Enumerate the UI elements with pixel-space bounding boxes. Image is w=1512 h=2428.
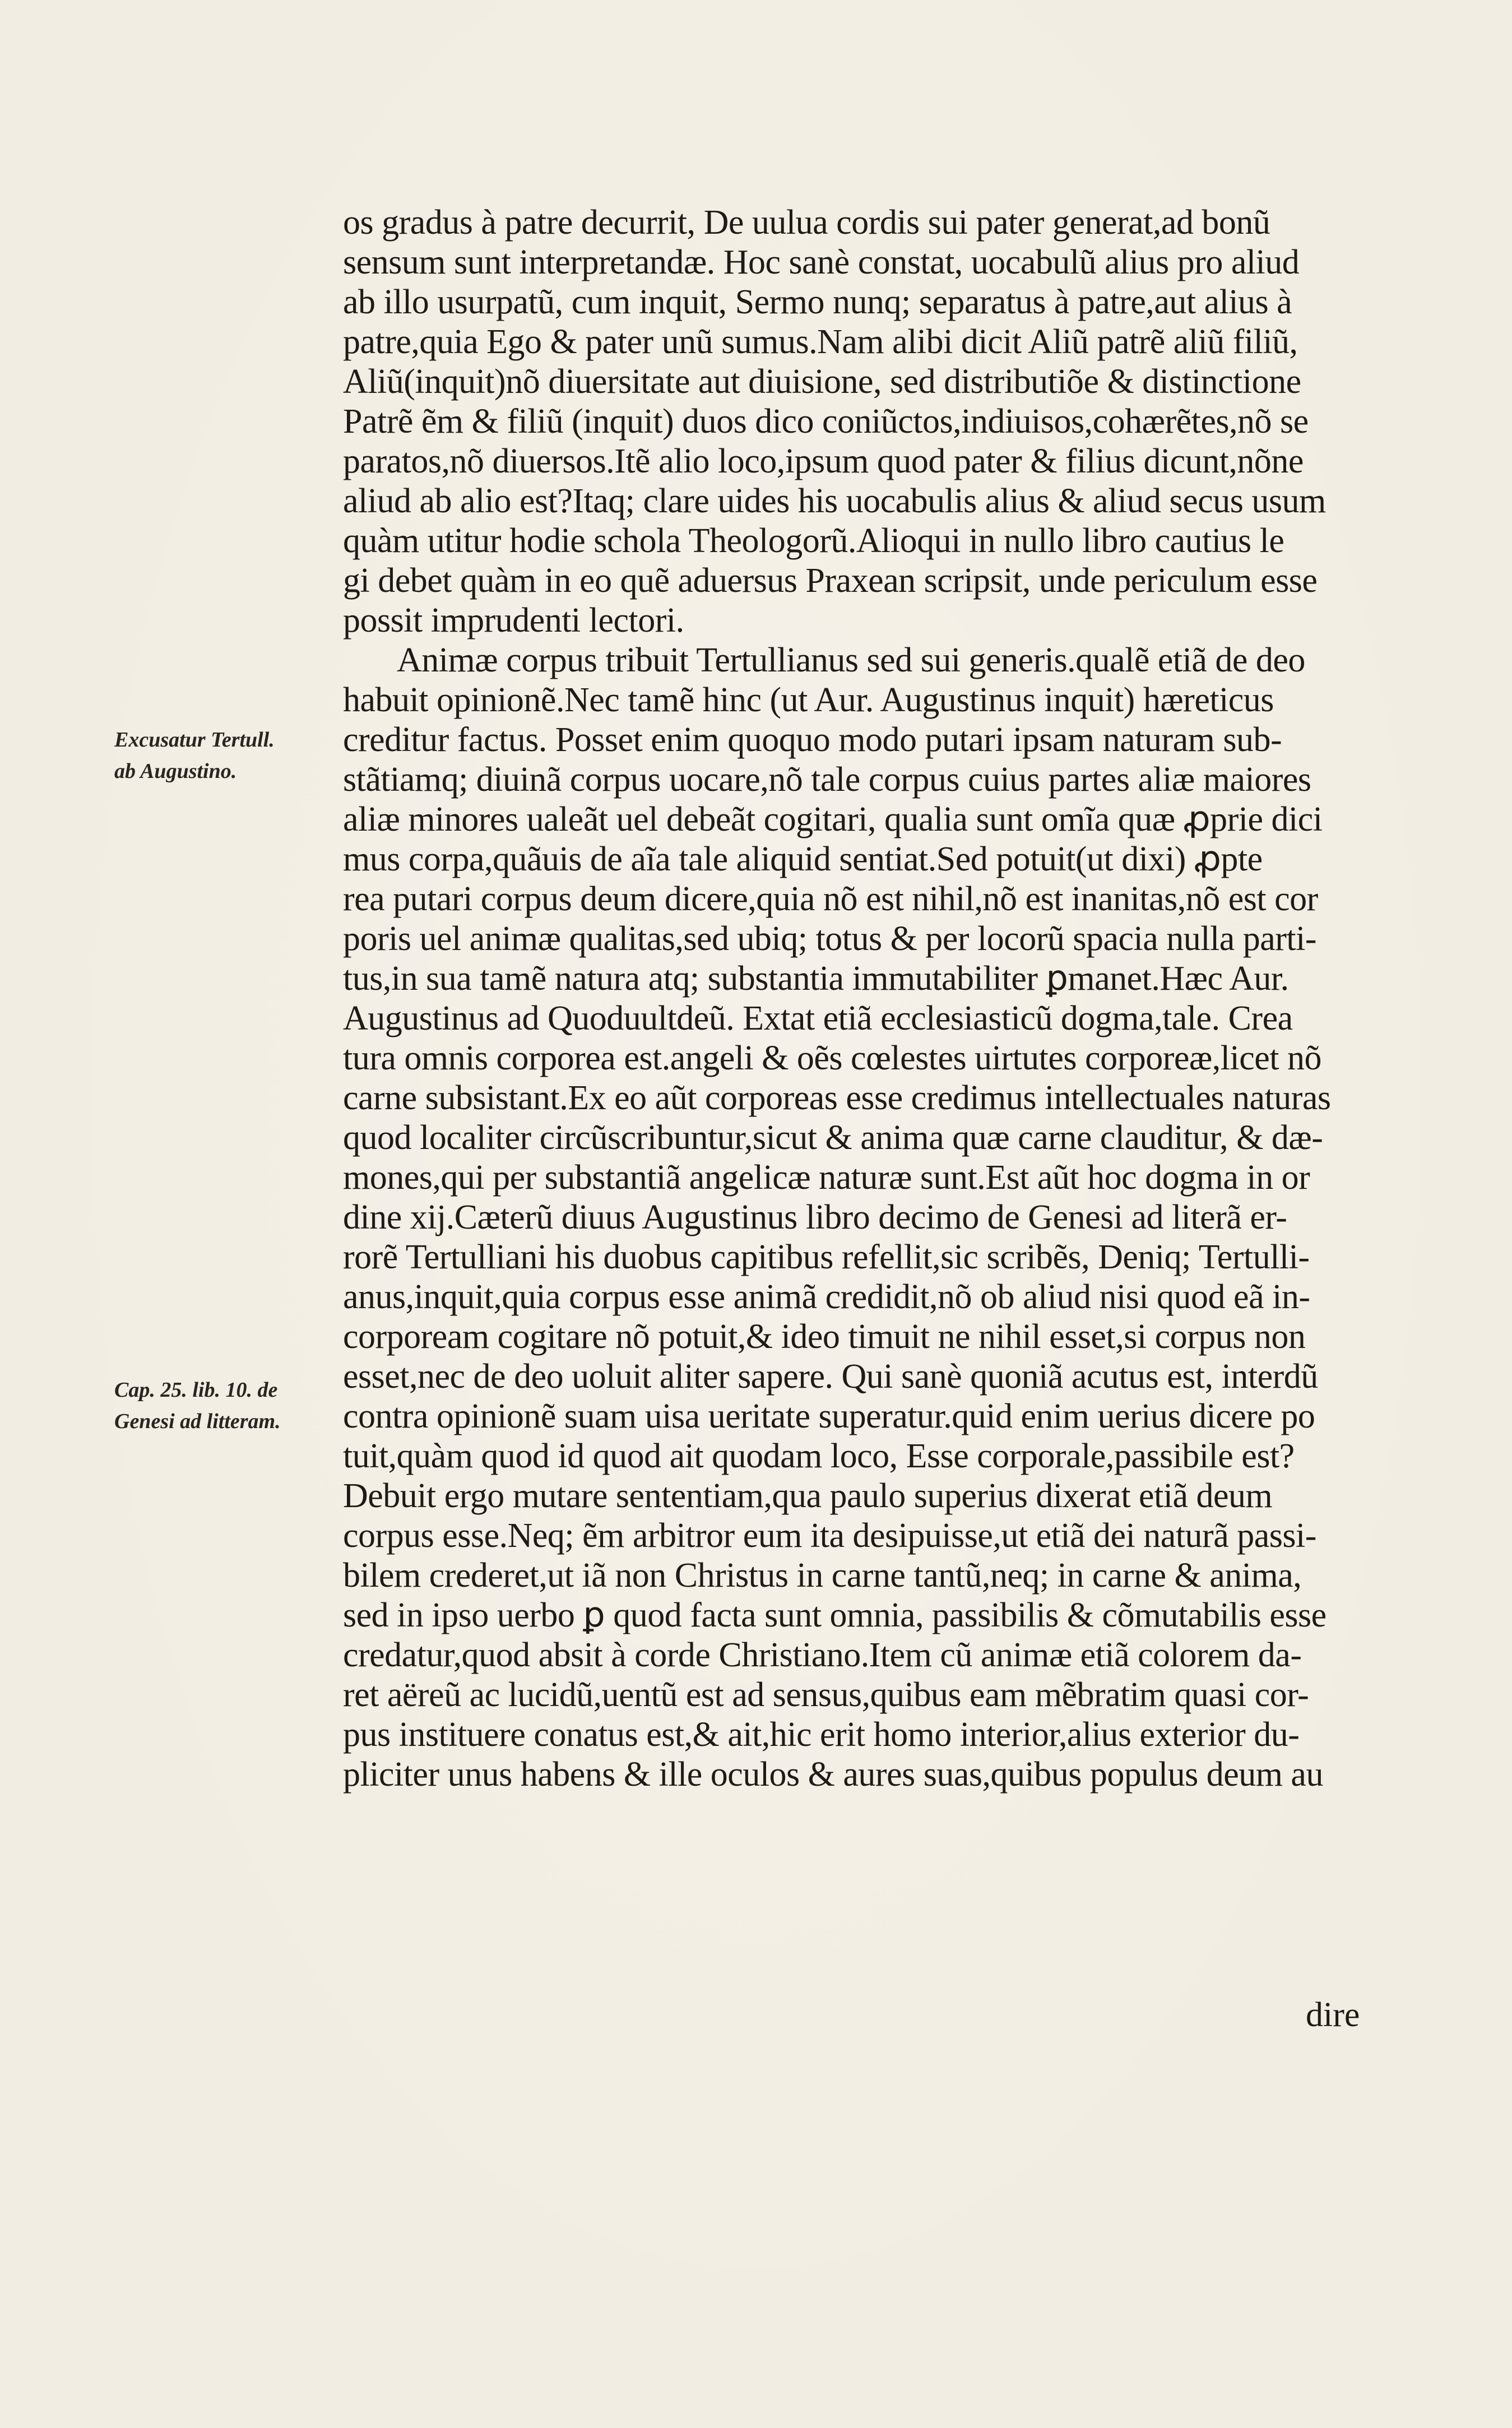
text-line: stãtiamq; diuinã corpus uocare,nõ tale corpus cuius partes aliæ maiores bbox=[343, 761, 1311, 799]
text-line: Augustinus ad Quoduultdeũ. Extat etiã ecclesiasticũ dogma,tale. Crea bbox=[343, 999, 1293, 1037]
text-line: ret aëreũ ac lucidũ,uentũ est ad sensus,quibus eam mẽbratim quasi cor- bbox=[343, 1676, 1309, 1714]
text-line: os gradus à patre decurrit, De uulua cordis sui pater generat,ad bonũ bbox=[343, 203, 1270, 242]
text-line: gi debet quàm in eo quẽ aduersus Praxean scripsit, unde periculum esse bbox=[343, 562, 1318, 600]
marginal-note-line: Genesi ad litteram. bbox=[114, 1410, 281, 1433]
text-line: carne subsistant.Ex eo aũt corporeas esse credimus intellectuales naturas bbox=[343, 1079, 1331, 1117]
marginal-note-line: Excusatur Tertull. bbox=[114, 728, 275, 752]
text-line: aliæ minores ualeãt uel debeãt cogitari, qualia sunt omĩa quæ ꝓprie dici bbox=[343, 800, 1323, 838]
text-line: sensum sunt interpretandæ. Hoc sanè constat, uocabulũ alius pro aliud bbox=[343, 243, 1300, 281]
body-text bbox=[343, 203, 1401, 1795]
text-line: habuit opinionẽ.Nec tamẽ hinc (ut Aur. Augustinus inquit) hæreticus bbox=[343, 681, 1274, 719]
marginal-note-genesi bbox=[114, 1374, 338, 1437]
text-line: poris uel animæ qualitas,sed ubiq; totus & per locorũ spacia nulla parti- bbox=[343, 920, 1317, 958]
catchword: dire bbox=[1306, 1996, 1360, 2034]
text-line: tus,in sua tamẽ natura atq; substantia immutabiliter ꝑmanet.Hæc Aur. bbox=[343, 960, 1289, 998]
text-line: quod localiter circũscribuntur,sicut & anima quæ carne clauditur, & dæ- bbox=[343, 1119, 1323, 1157]
text-line: pus instituere conatus est,& ait,hic erit homo interior,alius exterior du- bbox=[343, 1716, 1300, 1754]
text-line: dine xij.Cæterũ diuus Augustinus libro decimo de Genesi ad literã er- bbox=[343, 1198, 1287, 1236]
text-line: mus corpa,quãuis de aĩa tale aliquid sentiat.Sed potuit(ut dixi) ꝓpte bbox=[343, 840, 1263, 878]
text-line: esset,nec de deo uoluit aliter sapere. Qui sanè quoniã acutus est, interdũ bbox=[343, 1357, 1318, 1396]
text-line: aliud ab alio est?Itaq; clare uides his uocabulis alius & aliud secus usum bbox=[343, 482, 1326, 520]
text-line: creditur factus. Posset enim quoquo modo putari ipsam naturam sub- bbox=[343, 721, 1282, 759]
text-line: patre,quia Ego & pater unũ sumus.Nam alibi dicit Aliũ patrẽ aliũ filiũ, bbox=[343, 323, 1298, 361]
marginal-note-excusatur bbox=[114, 724, 338, 787]
text-line: credatur,quod absit à corde Christiano.Item cũ animæ etiã colorem da- bbox=[343, 1636, 1302, 1674]
text-line: mones,qui per substantiã angelicæ naturæ sunt.Est aũt hoc dogma in or bbox=[343, 1159, 1310, 1197]
text-line: ab illo usurpatũ, cum inquit, Sermo nunq; separatus à patre,aut alius à bbox=[343, 283, 1292, 321]
text-line: contra opinionẽ suam uisa ueritate superatur.quid enim uerius dicere po bbox=[343, 1397, 1315, 1435]
text-line-paragraph-start: Animæ corpus tribuit Tertullianus sed sui generis.qualẽ etiã de deo bbox=[397, 641, 1305, 679]
text-line: quàm utitur hodie schola Theologorũ.Alioqui in nullo libro cautius le bbox=[343, 522, 1284, 560]
text-line: paratos,nõ diuersos.Itẽ alio loco,ipsum quod pater & filius dicunt,nõne bbox=[343, 442, 1304, 480]
text-line: tuit,quàm quod id quod ait quodam loco, Esse corporale,passibile est? bbox=[343, 1437, 1295, 1475]
text-line: corpoream cogitare nõ potuit,& ideo timuit ne nihil esset,si corpus non bbox=[343, 1318, 1306, 1356]
marginal-note-line: Cap. 25. lib. 10. de bbox=[114, 1378, 278, 1402]
text-line: bilem crederet,ut iã non Christus in carne tantũ,neq; in carne & anima, bbox=[343, 1556, 1302, 1595]
text-line: pliciter unus habens & ille oculos & aures suas,quibus populus deum au bbox=[343, 1755, 1323, 1794]
text-line: Debuit ergo mutare sententiam,qua paulo superius dixerat etiã deum bbox=[343, 1477, 1273, 1515]
text-line: rea putari corpus deum dicere,quia nõ est nihil,nõ est inanitas,nõ est cor bbox=[343, 880, 1318, 918]
text-line: anus,inquit,quia corpus esse animã credidit,nõ ob aliud nisi quod eã in- bbox=[343, 1278, 1310, 1316]
text-line: corpus esse.Neq; ẽm arbitror eum ita desipuisse,ut etiã dei naturã passi- bbox=[343, 1517, 1316, 1555]
marginal-note-line: ab Augustino. bbox=[114, 759, 237, 783]
text-line: Patrẽ ẽm & filiũ (inquit) duos dico coniũctos,indiuisos,cohærẽtes,nõ se bbox=[343, 402, 1309, 441]
text-line: rorẽ Tertulliani his duobus capitibus refellit,sic scribẽs, Deniq; Tertulli- bbox=[343, 1238, 1310, 1276]
text-line: tura omnis corporea est.angeli & oẽs cœlestes uirtutes corporeæ,licet nõ bbox=[343, 1039, 1321, 1077]
text-line: Aliũ(inquit)nõ diuersitate aut diuisione, sed distributiõe & distinctione bbox=[343, 363, 1301, 401]
text-line: possit imprudenti lectori. bbox=[343, 601, 684, 640]
text-line: sed in ipso uerbo ꝑ quod facta sunt omnia, passibilis & cõmutabilis esse bbox=[343, 1596, 1327, 1634]
